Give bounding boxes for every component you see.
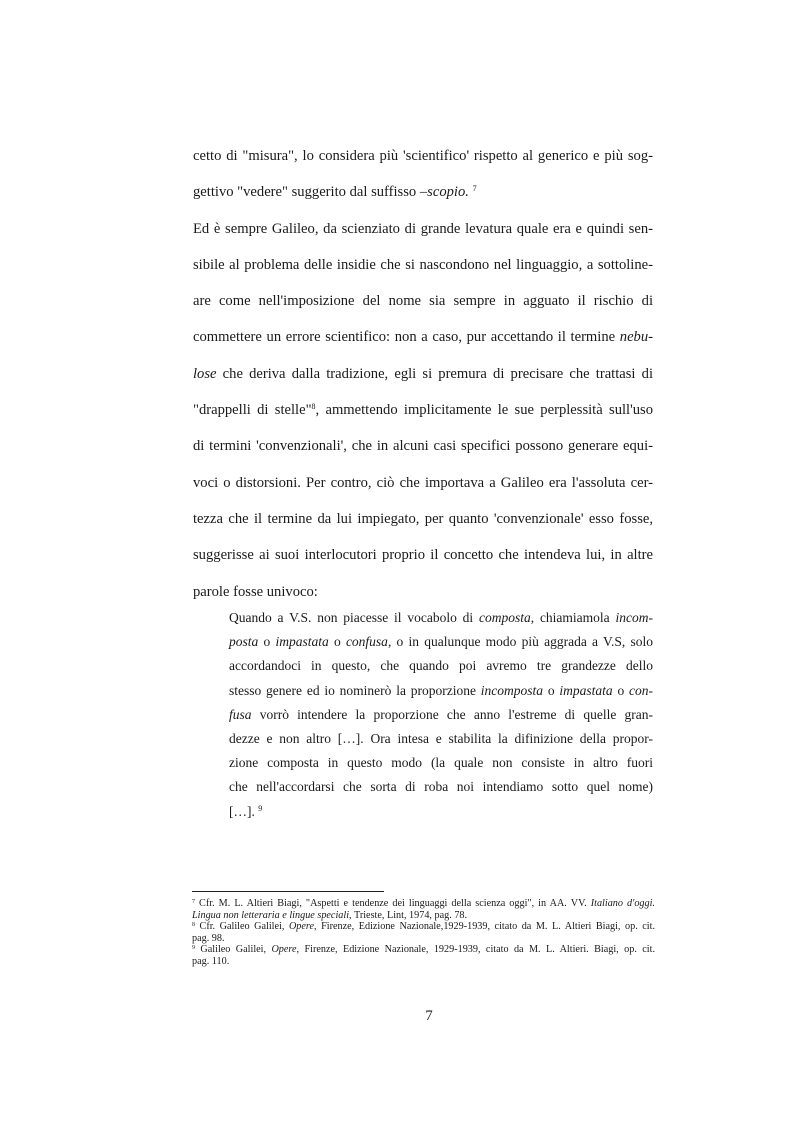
quote-line — [229, 681, 653, 705]
text-span: Opere — [288, 921, 315, 933]
text-span: che deriva dalla tradizione, egli si premura di precisare che trattasi di — [216, 365, 653, 382]
text-span: "drappelli di stelle" — [193, 402, 312, 419]
text-span: Ed è sempre Galileo, da scienziato di grande levatura quale era e quindi sen- — [193, 220, 653, 237]
footnote-ref: 9 — [192, 945, 195, 952]
footnote-ref: 7 — [192, 899, 195, 905]
text-span: parole fosse univoco: — [193, 583, 318, 600]
text-span: impastata — [275, 634, 329, 650]
text-span: zione composta in questo modo (la quale non consiste in altro fuori — [229, 755, 653, 771]
text-line — [193, 179, 653, 215]
text-span: gettivo "vedere" suggerito dal suffisso – — [193, 184, 428, 201]
text-line — [193, 397, 653, 433]
text-span: Italiano d'oggi. — [590, 898, 655, 909]
text-span: are come nell'imposizione del nome sia sempre in agguato il rischio di — [193, 293, 653, 310]
text-span: o — [543, 682, 560, 698]
text-span: , chiamiamola — [530, 610, 616, 625]
footnote-line — [192, 910, 655, 922]
text-line — [193, 252, 653, 288]
footnotes — [192, 898, 655, 968]
text-line — [193, 143, 653, 179]
quote-line — [229, 802, 653, 826]
text-span: fusa — [229, 706, 252, 722]
body-paragraphs — [193, 143, 653, 615]
footnote-line — [192, 933, 655, 945]
text-span: nebu- — [619, 329, 653, 346]
footnote-separator — [192, 891, 384, 892]
text-line — [193, 542, 653, 578]
quote-line — [229, 753, 653, 777]
text-span: dezze e non altro […]. Ora intesa e stabilita la difinizione della propor- — [229, 730, 653, 746]
footnote-ref: 8 — [192, 922, 195, 929]
text-span: posta — [229, 634, 259, 650]
text-span: stesso genere ed io nominerò la proporzione — [229, 682, 481, 698]
footnote-ref: 8 — [311, 402, 316, 412]
text-span: o — [612, 682, 630, 698]
quote-line — [229, 632, 653, 656]
text-span: composta — [479, 610, 531, 625]
text-span: tezza che il termine da lui impiegato, per quanto 'convenzionale' esso fosse, — [193, 510, 653, 527]
footnote-ref: 7 — [472, 184, 477, 194]
quote-line — [229, 608, 653, 632]
text-line — [193, 470, 653, 506]
text-span: pag. 98. — [192, 932, 225, 944]
text-span: Galileo Galilei, — [195, 944, 272, 956]
text-span: commettere un errore scientifico: non a caso, pur accettando il termine — [193, 329, 620, 346]
text-line — [193, 361, 653, 397]
text-span: o — [328, 634, 346, 650]
text-line — [193, 433, 653, 469]
page-number: 7 — [425, 1008, 433, 1024]
text-span: […]. — [229, 803, 259, 819]
text-span: suggerisse ai suoi interlocutori proprio il concetto che intendeva lui, in altre — [193, 547, 653, 564]
text-span: accordandoci in questo, che quando poi avremo tre grandezze dello — [229, 658, 653, 674]
text-span: cetto di "misura", lo considera più 'scientifico' rispetto al generico e più sog- — [193, 148, 653, 164]
footnote-line — [192, 956, 655, 968]
footnote-line — [192, 921, 655, 933]
text-span: Cfr. Galileo Galilei, — [195, 921, 289, 933]
text-line — [193, 506, 653, 542]
text-span: impastata — [559, 682, 613, 698]
block-quote — [229, 608, 653, 826]
text-span: voci o distorsioni. Per contro, ciò che importava a Galileo era l'assoluta cer- — [193, 474, 653, 491]
text-line — [193, 324, 653, 360]
text-span: Opere — [271, 944, 297, 956]
footnote-line — [192, 898, 655, 910]
text-span: Cfr. M. L. Altieri Biagi, "Aspetti e tendenze dei linguaggi della scienza oggi", in AA. VV. — [195, 898, 591, 909]
quote-line — [229, 656, 653, 680]
text-span: o — [258, 634, 276, 650]
footnote-ref: 9 — [258, 803, 263, 813]
text-span: di termini 'convenzionali', che in alcuni casi specifici possono generare equi- — [193, 438, 653, 455]
quote-line — [229, 729, 653, 753]
text-span: , Firenze, Edizione Nazionale,1929-1939, citato da M. L. Altieri Biagi, op. cit. — [314, 921, 655, 933]
text-span: lose — [193, 365, 217, 382]
text-span: , Firenze, Edizione Nazionale, 1929-1939, citato da M. L. Altieri. Biagi, op. cit. — [296, 944, 655, 956]
quote-line — [229, 705, 653, 729]
text-span: sibile al problema delle insidie che si nascondono nel linguaggio, a sottoline- — [193, 256, 653, 273]
text-span: confusa — [345, 634, 388, 650]
text-span: , o in qualunque modo più aggrada a V.S, solo — [387, 634, 654, 650]
footnote-line — [192, 944, 655, 956]
text-span: Lingua non letteraria e lingue speciali — [192, 909, 350, 921]
text-span: , Trieste, Lint, 1974, pag. 78. — [349, 909, 468, 921]
text-span: vorrò intendere la proporzione che anno l'estreme di quelle gran- — [251, 706, 653, 722]
text-span: incomposta — [480, 682, 544, 698]
text-span: con- — [629, 682, 654, 698]
text-span: , ammettendo implicitamente le sue perplessità sull'uso — [315, 402, 653, 419]
text-span: pag. 110. — [192, 955, 230, 967]
text-line — [193, 288, 653, 324]
text-span: scopio. — [427, 184, 469, 201]
text-span: incom- — [615, 610, 653, 625]
quote-line — [229, 777, 653, 801]
text-span: Quando a V.S. non piacesse il vocabolo di — [229, 610, 479, 625]
text-span: che nell'accordarsi che sorta di roba noi intendiamo sotto quel nome) — [229, 779, 653, 795]
text-line — [193, 216, 653, 252]
